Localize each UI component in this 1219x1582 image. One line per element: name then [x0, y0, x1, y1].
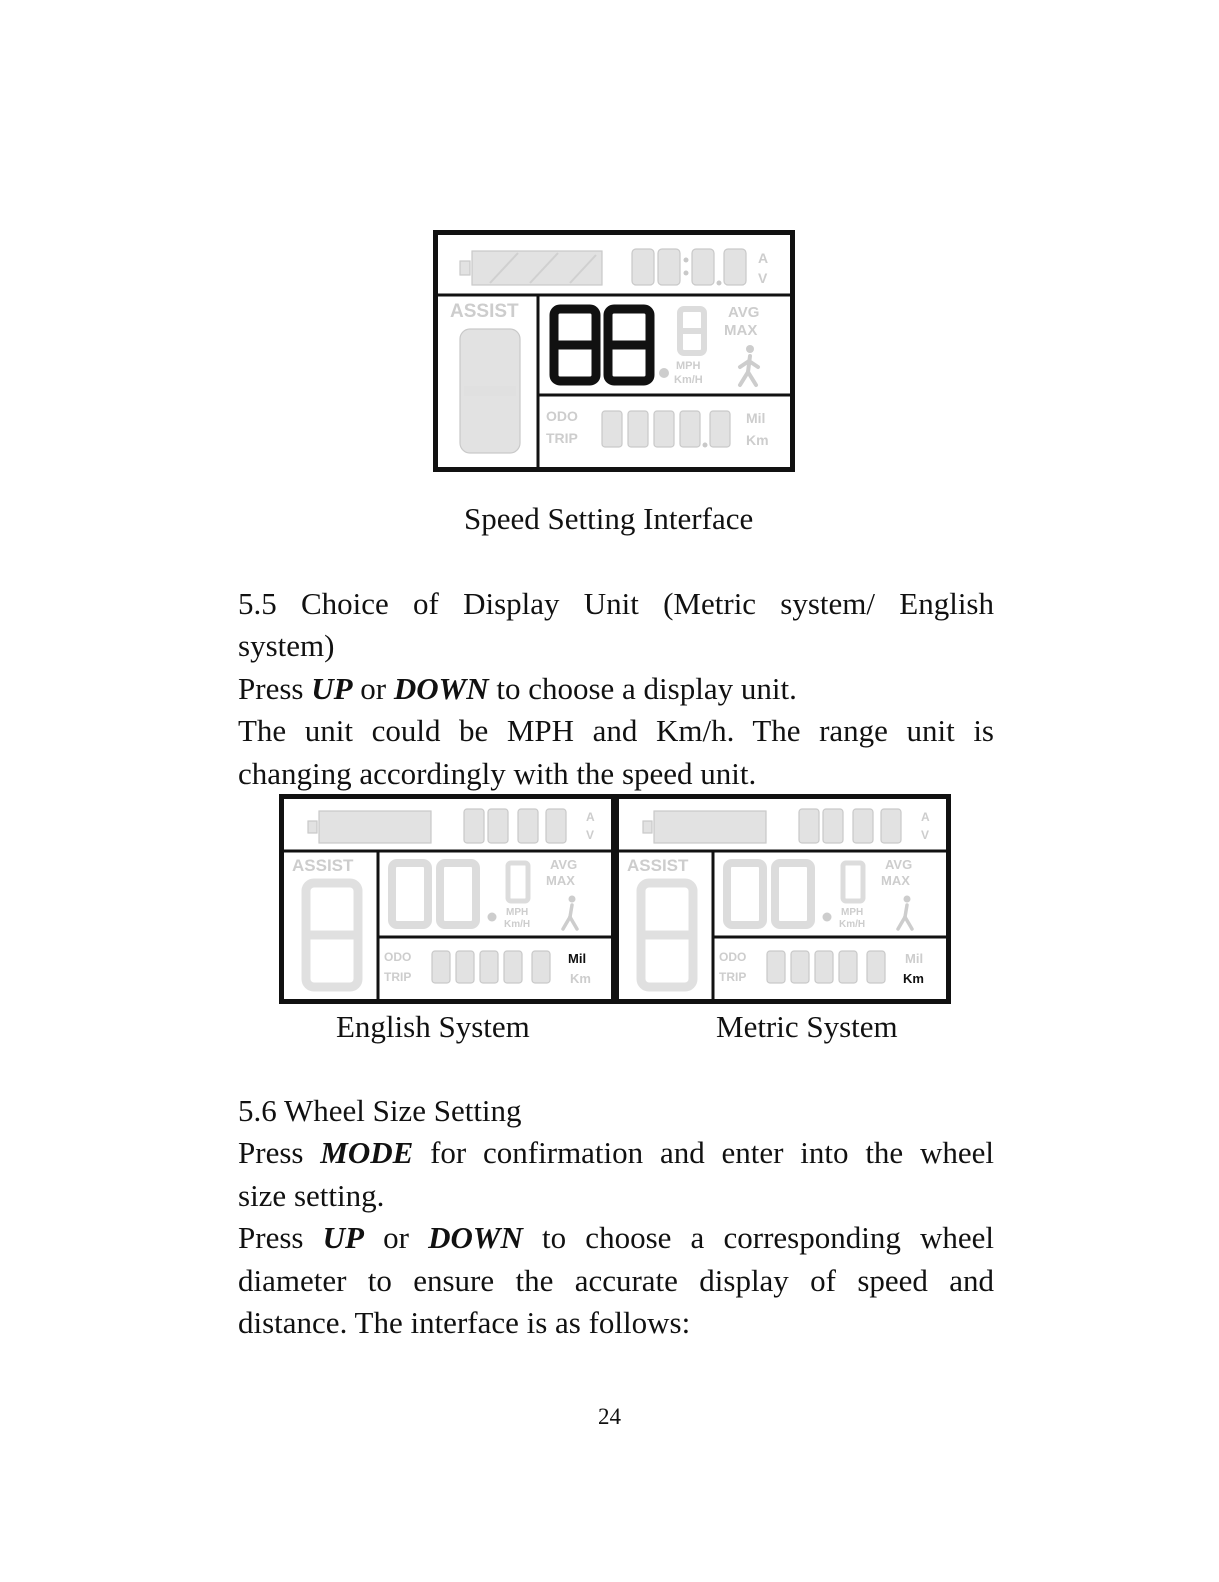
mil-label: Mil: [905, 951, 924, 966]
lcd-diagram-metric: [619, 799, 946, 999]
mph-label: MPH: [841, 907, 864, 918]
assist-label: ASSIST: [450, 301, 519, 322]
battery-icon: [643, 811, 766, 843]
battery-icon: [460, 251, 602, 285]
walk-icon: [898, 896, 912, 930]
volt-label: V: [921, 828, 930, 842]
voltage-digits: [799, 809, 901, 843]
down-key: DOWN: [393, 670, 489, 706]
lcd-english-system: [279, 794, 616, 1004]
down-rest: to choose a corresponding wheel: [542, 1220, 995, 1256]
km-label: Km: [570, 971, 591, 986]
amp-label: A: [758, 250, 769, 266]
voltage-digits: [464, 809, 566, 843]
up-key: UP: [311, 670, 353, 706]
wheel-line2: diameter to ensure the accurate display of speed and: [238, 1262, 994, 1298]
press-mode-line: [238, 1132, 994, 1174]
max-label: MAX: [724, 322, 758, 339]
lcd-diagram: [438, 235, 790, 467]
max-label: MAX: [881, 873, 910, 888]
km-label-active: Km: [903, 971, 924, 986]
avg-label: AVG: [728, 304, 760, 321]
figure2-caption-left: English System: [336, 1009, 530, 1044]
assist-label: ASSIST: [292, 856, 354, 875]
kmh-label: Km/H: [674, 374, 703, 386]
kmh-label: Km/H: [504, 919, 531, 930]
kmh-label: Km/H: [839, 919, 866, 930]
volt-label: V: [758, 270, 768, 286]
wheel-line3: distance. The interface is as follows:: [238, 1305, 691, 1341]
mil-label: Mil: [746, 410, 766, 426]
mode-key: MODE: [320, 1135, 414, 1171]
odo-label: ODO: [384, 950, 412, 964]
section-5-5-heading-line1: 5.5 Choice of Display Unit (Metric system/ English: [238, 586, 994, 621]
odometer-digits: [602, 411, 730, 448]
odo-label: ODO: [546, 408, 578, 424]
down-key: DOWN: [428, 1220, 523, 1256]
figure2-caption-right: Metric System: [716, 1009, 898, 1044]
amp-label: A: [586, 810, 595, 824]
lcd-metric-system: [614, 794, 951, 1004]
assist-digit: [460, 329, 520, 453]
avg-label: AVG: [550, 857, 578, 872]
odometer-digits: [767, 951, 885, 983]
assist-label: ASSIST: [627, 856, 689, 875]
avg-label: AVG: [885, 857, 913, 872]
mode-rest: for confirmation and enter into the wheel: [430, 1135, 995, 1171]
press-up-down-line: [238, 668, 994, 710]
amp-label: A: [921, 810, 930, 824]
press-up-down-line: [238, 1217, 994, 1259]
section-5-5-heading-line2: system): [238, 628, 335, 664]
page-number: 24: [598, 1404, 621, 1429]
or-word: or: [383, 1220, 409, 1256]
up-key: UP: [322, 1220, 364, 1256]
figure1-caption: Speed Setting Interface: [464, 501, 754, 536]
press-word: Press: [238, 1135, 304, 1171]
section-5-6: [238, 1090, 994, 1344]
walk-icon: [740, 345, 758, 385]
walk-icon: [563, 896, 577, 930]
trip-label: TRIP: [719, 970, 747, 984]
trip-label: TRIP: [546, 430, 578, 446]
voltage-digits: [632, 249, 746, 286]
press-word: Press: [238, 1220, 304, 1256]
battery-icon: [308, 811, 431, 843]
mil-label-active: Mil: [568, 951, 587, 966]
odometer-digits: [432, 951, 550, 983]
mph-label: MPH: [506, 907, 529, 918]
max-label: MAX: [546, 873, 575, 888]
lcd-diagram-english: [284, 799, 611, 999]
or-word: or: [360, 670, 387, 706]
section-5-5: [238, 583, 994, 795]
section-5-6-heading: 5.6 Wheel Size Setting: [238, 1093, 522, 1128]
press-word: Press: [238, 670, 304, 706]
press-mode-line2: size setting.: [238, 1177, 385, 1213]
unit-line2: changing accordingly with the speed unit.: [238, 755, 757, 791]
km-label: Km: [746, 432, 769, 448]
mph-label: MPH: [676, 360, 701, 372]
press-rest: to choose a display unit.: [496, 670, 797, 706]
odo-label: ODO: [719, 950, 747, 964]
lcd-speed-setting: [433, 230, 795, 472]
unit-line1: The unit could be MPH and Km/h. The range unit is: [238, 713, 994, 749]
volt-label: V: [586, 828, 595, 842]
trip-label: TRIP: [384, 970, 412, 984]
assist-digit: [306, 883, 358, 987]
assist-digit: [641, 883, 693, 987]
